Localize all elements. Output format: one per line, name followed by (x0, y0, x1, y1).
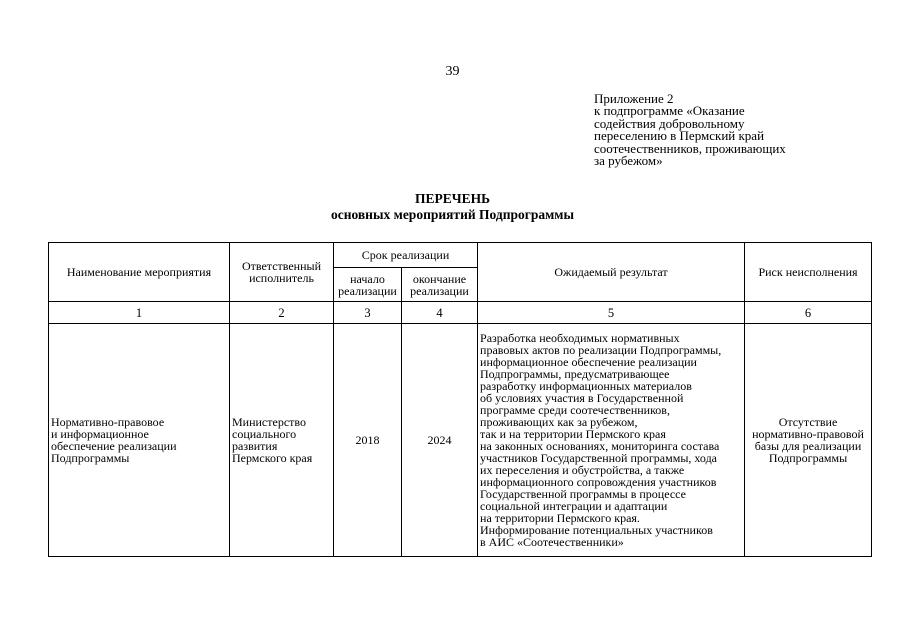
cell-line: Разработка необходимых нормативных (480, 331, 680, 345)
cell-expected-result (478, 324, 745, 557)
column-number: 2 (230, 302, 334, 324)
cell-line: так и на территории Пермского края (480, 427, 666, 441)
appendix-line: за рубежом» (594, 153, 663, 169)
cell-line: на территории Пермского края. (480, 511, 640, 525)
cell-line: развития (232, 439, 278, 453)
cell-executor (230, 324, 334, 557)
header-executor (230, 243, 334, 302)
cell-line: об условиях участия в Государственной (480, 391, 684, 405)
cell-line: Государственной программы в процессе (480, 487, 686, 501)
header-name: Наименование мероприятия (49, 243, 230, 302)
column-number-row (49, 302, 872, 324)
cell-line: Подпрограммы (51, 451, 130, 465)
cell-start-year: 2018 (334, 324, 402, 557)
header-row (49, 243, 872, 268)
header-end (402, 268, 478, 302)
column-number: 5 (478, 302, 745, 324)
cell-line: и информационное (51, 427, 149, 441)
column-number: 1 (49, 302, 230, 324)
appendix-line: соотечественников, проживающих (594, 140, 786, 156)
cell-line: правовых актов по реализации Подпрограммы, (480, 343, 722, 357)
document-title (0, 191, 905, 223)
appendix-note (594, 93, 854, 167)
cell-line: базы для реализации (754, 439, 862, 453)
cell-line: Информирование потенциальных участников (480, 523, 713, 537)
column-number: 3 (334, 302, 402, 324)
cell-line: информационного сопровождения участников (480, 475, 717, 489)
cell-line: в АИС «Соотечественники» (480, 535, 624, 549)
header-start-line: реализации (338, 283, 397, 298)
column-number: 6 (745, 302, 872, 324)
cell-line: разработку информационных материалов (480, 379, 692, 393)
cell-line: проживающих как за рубежом, (480, 415, 638, 429)
cell-line: Подпрограммы, предусматривающее (480, 367, 670, 381)
header-start-line: начало (350, 271, 385, 286)
cell-line: Министерство (232, 415, 306, 429)
cell-line: нормативно-правовой (752, 427, 864, 441)
column-number: 4 (402, 302, 478, 324)
cell-line: Отсутствие (778, 415, 838, 429)
cell-line: обеспечение реализации (51, 439, 177, 453)
title-line-1: ПЕРЕЧЕНЬ (414, 191, 491, 206)
header-executor-line: Ответственный (241, 259, 322, 273)
cell-line: программе среди соотечественников, (480, 403, 670, 417)
appendix-line: Приложение 2 (594, 91, 674, 106)
cell-line: Подпрограммы (768, 451, 848, 465)
activities-table (48, 242, 872, 557)
cell-line: Пермского края (232, 451, 313, 465)
header-result: Ожидаемый результат (478, 243, 745, 302)
cell-line: участников Государственной программы, хода (480, 451, 718, 465)
header-term: Срок реализации (334, 243, 478, 268)
header-start (334, 268, 402, 302)
cell-line: информационное обеспечение реализации (480, 355, 697, 369)
appendix-line: переселению в Пермский край (594, 128, 765, 144)
cell-line: Нормативно-правовое (51, 415, 165, 429)
page-number: 39 (445, 64, 460, 79)
table-row (49, 324, 872, 557)
cell-line: социальной интеграции и адаптации (480, 499, 668, 513)
header-risk: Риск неисполнения (745, 243, 872, 302)
appendix-line: к подпрограмме «Оказание (594, 103, 745, 119)
cell-line: социального (232, 427, 297, 441)
header-end-line: реализации (410, 283, 469, 298)
cell-risk (745, 324, 872, 557)
cell-line: на законных основаниях, мониторинга состава (480, 439, 720, 453)
appendix-line: содействия добровольному (594, 115, 745, 131)
header-executor-line: исполнитель (249, 271, 314, 285)
cell-line: их переселения и обустройства, а также (480, 463, 685, 477)
header-end-line: окончание (412, 271, 467, 286)
cell-activity-name (49, 324, 230, 557)
cell-end-year: 2024 (402, 324, 478, 557)
title-line-2: основных мероприятий Подпрограммы (330, 207, 575, 222)
